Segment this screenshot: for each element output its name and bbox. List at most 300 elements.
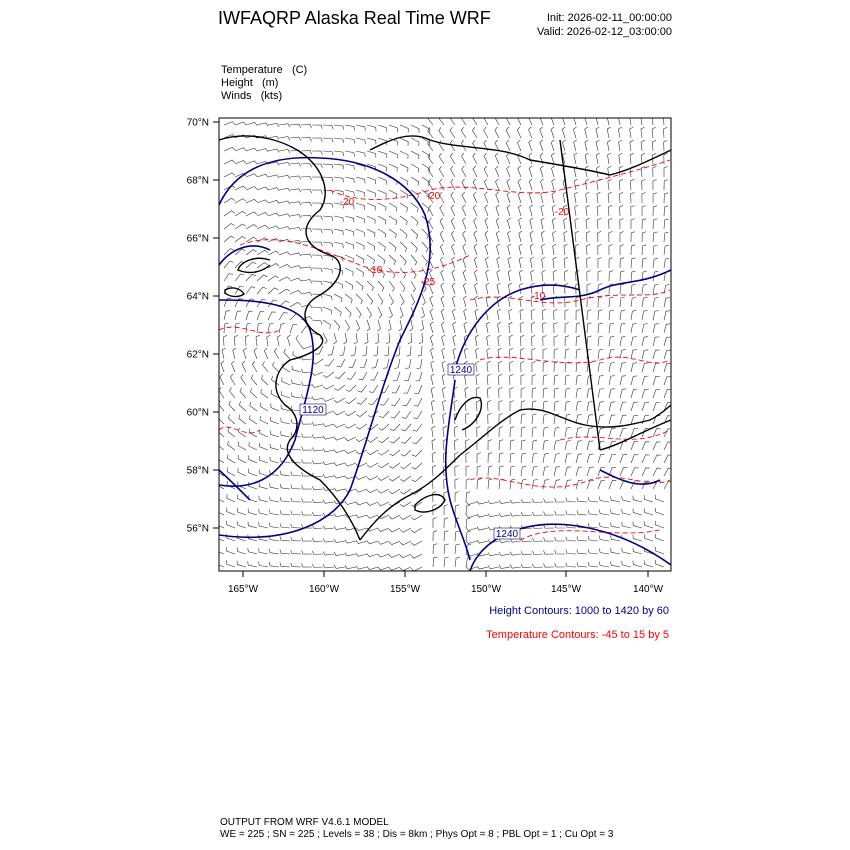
wind-barb <box>543 349 547 360</box>
wind-barb <box>379 437 390 443</box>
wind-barb <box>642 284 647 294</box>
wind-barb <box>224 173 235 177</box>
wind-barb <box>323 216 333 221</box>
wind-barb <box>565 362 570 372</box>
wind-barb <box>508 283 511 294</box>
wind-barb <box>389 541 400 545</box>
lat-label: 68°N <box>186 175 209 187</box>
wind-barb <box>620 455 627 463</box>
wind-barb <box>564 257 568 268</box>
lon-label: 160°W <box>308 584 340 595</box>
wind-barb <box>631 192 635 203</box>
wind-barb <box>565 441 571 451</box>
wind-barb <box>554 388 559 398</box>
wind-barb <box>260 443 268 450</box>
wind-barb <box>290 290 301 294</box>
wind-barb <box>378 476 389 481</box>
wind-barb <box>452 283 455 294</box>
wind-barb <box>267 335 271 346</box>
wind-barb <box>323 242 333 247</box>
wind-barb <box>598 481 605 490</box>
wind-barb <box>541 244 544 255</box>
wind-barb <box>441 270 444 281</box>
wind-barb <box>532 362 536 373</box>
wind-barb <box>292 366 301 372</box>
wind-barb <box>587 336 592 346</box>
wind-barb <box>641 114 645 125</box>
wind-barb <box>631 258 635 268</box>
wind-barb <box>541 192 544 203</box>
wind-barb <box>530 257 533 268</box>
wind-barb <box>642 350 648 359</box>
wind-barb <box>554 362 558 372</box>
wind-barb <box>254 348 257 359</box>
wind-barb <box>664 180 668 190</box>
wind-barb <box>620 376 626 385</box>
wind-barb <box>334 125 344 130</box>
wind-barb <box>462 179 466 190</box>
wind-barb <box>486 270 489 281</box>
wind-barb <box>599 510 609 515</box>
wind-barb <box>259 496 268 502</box>
wind-barb <box>280 549 290 554</box>
lat-label: 58°N <box>186 465 209 477</box>
wind-barb <box>596 140 599 151</box>
wind-barb <box>463 231 466 242</box>
wind-barb <box>367 437 378 442</box>
wind-barb <box>609 454 616 463</box>
wind-barb <box>302 511 313 515</box>
wind-barb <box>248 522 257 528</box>
wind-barb <box>598 402 604 411</box>
wind-barb <box>554 323 558 334</box>
wind-barb <box>587 323 591 333</box>
wind-barb <box>257 323 262 333</box>
wind-barb <box>411 541 422 545</box>
wind-barb <box>429 205 433 216</box>
wind-barb <box>597 205 601 216</box>
wind-barb <box>488 553 499 556</box>
wind-barb <box>473 153 477 164</box>
wind-barb <box>454 426 458 437</box>
wind-barb <box>411 242 417 252</box>
wind-barb <box>223 335 227 346</box>
wind-barb <box>273 362 280 372</box>
wind-barb <box>499 552 510 555</box>
wind-barb <box>379 424 389 430</box>
wind-barb <box>238 508 247 515</box>
wind-barb <box>552 192 555 203</box>
wind-barb <box>562 114 565 125</box>
wind-barb <box>422 294 425 305</box>
wind-barb <box>389 190 397 198</box>
wind-barb <box>565 401 570 411</box>
wind-barb <box>519 257 522 268</box>
wind-barb <box>378 450 389 455</box>
wind-barb <box>367 476 378 480</box>
wind-barb <box>323 229 333 234</box>
wind-barb <box>389 515 400 519</box>
wind-barb <box>472 114 477 125</box>
wind-barb <box>630 179 634 190</box>
wind-barb <box>611 509 621 515</box>
wind-barb <box>508 270 511 281</box>
wind-barb <box>507 166 510 177</box>
wind-barb <box>356 242 364 250</box>
wind-barb <box>463 244 466 255</box>
wind-barb <box>566 511 576 515</box>
wind-barb <box>400 528 411 532</box>
wind-barb <box>257 225 268 229</box>
wind-barb <box>246 161 257 164</box>
temperature-contour-label: -20 <box>339 197 355 208</box>
wind-barb <box>312 190 322 194</box>
wind-barb <box>455 557 460 567</box>
wind-barb <box>356 281 363 290</box>
wind-barb <box>543 440 548 450</box>
wind-barb <box>642 337 648 346</box>
wind-barb <box>488 566 499 569</box>
wind-barb <box>630 153 634 164</box>
wind-barb <box>432 439 436 450</box>
wind-barb <box>454 439 458 450</box>
wind-barb <box>541 231 544 242</box>
wind-barb <box>607 127 610 138</box>
wind-barb <box>408 333 412 344</box>
variable-unit: (C) <box>291 64 308 76</box>
wind-barb <box>422 177 429 186</box>
wind-barb <box>367 489 378 493</box>
wind-barb <box>442 335 445 346</box>
wind-barb <box>399 320 402 331</box>
lat-label: 70°N <box>186 117 209 129</box>
wind-barb <box>484 127 488 138</box>
wind-barb <box>588 549 598 554</box>
wind-barb <box>520 322 524 333</box>
wind-barb <box>507 179 510 190</box>
wind-barb <box>510 500 521 504</box>
wind-barb <box>553 244 556 255</box>
wind-barb <box>488 479 493 489</box>
wind-barb <box>280 523 290 528</box>
wind-barb <box>340 346 345 356</box>
wind-barb <box>302 537 313 541</box>
wind-barb <box>633 535 642 541</box>
temperature-contours-note: Temperature Contours: -45 to 15 by 5 <box>486 629 669 641</box>
wind-barb <box>664 311 670 320</box>
wind-barb <box>334 411 345 415</box>
wind-barb <box>598 258 602 269</box>
wind-barb <box>439 153 444 164</box>
wind-barb <box>403 385 411 393</box>
wind-barb <box>565 296 569 307</box>
height-contours <box>219 158 671 571</box>
wind-barb <box>407 346 411 356</box>
wind-barb <box>378 294 383 305</box>
wind-barb <box>281 391 290 398</box>
wind-barb <box>279 214 290 217</box>
wind-barb <box>345 411 356 416</box>
wind-barb <box>608 179 612 190</box>
wind-barb <box>664 258 669 268</box>
wind-barb <box>216 520 224 528</box>
wind-barb <box>239 401 246 411</box>
wind-barb <box>442 374 445 385</box>
wind-barb <box>653 311 659 321</box>
wind-barb <box>418 346 422 356</box>
wind-barb <box>242 361 246 372</box>
wind-barb <box>246 274 256 281</box>
wind-barb <box>356 229 364 236</box>
wind-barb <box>334 398 345 403</box>
wind-barb <box>367 566 378 569</box>
wind-barb <box>430 335 433 346</box>
wind-barb <box>257 213 268 217</box>
wind-barb <box>380 398 389 405</box>
wind-barb <box>466 479 470 489</box>
wind-barb <box>301 138 312 142</box>
wind-barb <box>291 472 301 476</box>
wind-barb <box>216 547 224 554</box>
wind-barb <box>597 192 601 203</box>
wind-barb <box>484 114 489 125</box>
wind-barb <box>378 502 389 506</box>
wind-barb <box>290 202 301 206</box>
wind-barb <box>664 206 668 216</box>
wind-barb <box>400 138 408 146</box>
wind-barb <box>488 400 492 411</box>
latitude-axis <box>187 118 219 535</box>
wind-barb <box>498 335 502 346</box>
wind-barb <box>227 508 235 516</box>
wind-barb <box>224 274 233 281</box>
wind-barb <box>543 336 547 347</box>
wind-barb <box>554 375 558 385</box>
wind-barb <box>302 550 313 554</box>
wind-barb <box>312 397 323 400</box>
wind-barb <box>540 114 543 125</box>
wind-barb <box>290 189 301 193</box>
wind-barb <box>217 441 224 450</box>
wind-barb <box>499 500 510 503</box>
wind-barb <box>575 231 579 242</box>
wind-barb <box>521 375 525 386</box>
wind-barb <box>586 244 590 255</box>
wind-barb <box>543 427 548 437</box>
wind-barb <box>433 518 437 528</box>
wind-barb <box>573 127 576 138</box>
seward-peninsula <box>238 258 270 272</box>
wind-barb <box>598 362 603 372</box>
wind-barb <box>279 277 290 281</box>
wind-barb <box>378 463 389 468</box>
wind-barb <box>411 177 419 186</box>
wind-barb <box>334 462 345 465</box>
wind-barb <box>530 205 533 216</box>
wind-barb <box>368 411 378 417</box>
wind-barb <box>277 335 280 346</box>
longitude-axis <box>228 571 664 595</box>
wind-barb <box>585 153 588 164</box>
wind-barb <box>509 335 513 346</box>
wind-barb <box>389 528 400 532</box>
wind-barb <box>356 190 365 197</box>
wind-barb <box>400 151 408 159</box>
wind-barb <box>383 359 389 368</box>
wind-barb <box>510 466 515 476</box>
wind-barb <box>334 151 344 156</box>
wind-barb <box>337 359 345 367</box>
wind-barb <box>564 270 568 281</box>
wind-barb <box>312 138 322 142</box>
wind-barb <box>509 322 513 333</box>
wind-barb <box>488 453 492 463</box>
wind-barb <box>312 486 323 490</box>
wind-barb <box>596 127 599 138</box>
wind-barb <box>378 125 387 132</box>
wind-barb <box>653 166 657 177</box>
wind-barb <box>268 251 279 255</box>
wind-barb <box>608 192 612 203</box>
wind-barb <box>664 285 670 295</box>
wind-barb <box>430 322 433 333</box>
wind-barb <box>653 455 661 463</box>
wind-barb <box>345 307 351 317</box>
wind-barb <box>620 336 625 346</box>
wind-barb <box>325 359 334 366</box>
wind-barb <box>518 179 521 190</box>
wind-barb <box>441 309 444 320</box>
wind-barb <box>564 244 568 255</box>
wind-barb <box>301 346 312 349</box>
variable-name: Height <box>221 77 253 89</box>
wind-barb <box>356 540 367 543</box>
wind-barb <box>439 114 444 125</box>
wind-barb <box>284 349 290 359</box>
wind-barb <box>334 437 345 440</box>
wind-barb <box>400 229 407 239</box>
model-info: OUTPUT FROM WRF V4.6.1 MODEL <box>220 817 389 828</box>
wind-barb <box>356 268 364 277</box>
wind-barb <box>439 166 444 177</box>
wind-barb <box>356 515 367 518</box>
wind-barb <box>312 333 321 340</box>
wind-barb <box>312 538 323 542</box>
wind-barb <box>367 541 378 544</box>
wind-barb <box>389 203 397 211</box>
wind-barb <box>588 562 598 567</box>
wind-barb <box>551 153 554 164</box>
wind-barb <box>631 376 637 385</box>
wind-barb <box>279 175 290 178</box>
wind-barb <box>495 166 499 177</box>
wind-barb <box>367 294 373 305</box>
wind-barb <box>499 440 503 450</box>
wind-barb <box>249 455 257 463</box>
wind-barb <box>268 239 279 243</box>
wind-barb <box>576 388 581 398</box>
wind-barb <box>367 502 378 506</box>
wind-barb <box>334 526 345 529</box>
wind-barb <box>385 346 390 356</box>
wind-barb <box>290 302 301 307</box>
wind-barb <box>620 232 624 243</box>
wind-barb <box>642 402 649 411</box>
wind-barb <box>388 320 391 331</box>
wind-barb <box>565 310 569 321</box>
wind-barb <box>301 202 312 206</box>
wind-barb <box>301 190 312 194</box>
wind-barb <box>281 431 291 437</box>
wind-barb <box>506 114 510 125</box>
wind-barb <box>279 137 290 141</box>
wind-barb <box>517 114 521 125</box>
wind-barb <box>442 361 445 372</box>
wind-barb <box>257 149 268 152</box>
wind-barb <box>477 501 488 504</box>
wind-barb <box>246 187 257 191</box>
wind-barb <box>655 521 664 528</box>
wind-barb <box>521 440 526 450</box>
wind-barb <box>367 151 376 158</box>
wind-barb <box>249 469 257 476</box>
wind-barb <box>653 350 659 359</box>
wind-barb <box>631 455 638 463</box>
wind-barb <box>291 485 301 489</box>
wind-barb <box>334 229 343 235</box>
alaska-peninsula <box>360 455 460 540</box>
wind-barb <box>334 268 343 275</box>
wind-barb <box>521 499 532 503</box>
wind-barb <box>565 336 569 346</box>
wind-barb <box>466 527 477 530</box>
wind-barb <box>335 372 345 379</box>
wind-barb <box>312 422 323 426</box>
wind-barb <box>455 505 459 515</box>
wind-barb <box>642 219 646 229</box>
wind-barb <box>400 268 406 279</box>
wind-barb <box>400 554 411 558</box>
wind-barb <box>588 536 598 541</box>
wind-barb <box>402 411 411 418</box>
wind-barb <box>521 348 525 359</box>
wind-barb <box>619 179 623 190</box>
wind-barb <box>433 491 437 502</box>
wind-barb <box>620 389 626 398</box>
wind-barb <box>598 349 603 359</box>
wind-barb <box>463 283 466 294</box>
wind-barb <box>246 148 257 151</box>
wind-barb <box>543 375 547 385</box>
wind-barb <box>587 402 593 412</box>
wind-barb <box>532 479 538 489</box>
wind-barb <box>301 356 312 360</box>
wind-barb <box>664 193 668 203</box>
wind-barb <box>585 166 588 177</box>
wind-barb <box>631 232 635 242</box>
wind-barb <box>664 363 671 372</box>
lat-label: 56°N <box>186 523 209 535</box>
wind-barb <box>520 309 524 320</box>
wind-barb <box>532 512 543 516</box>
wind-barb <box>227 521 235 528</box>
temperature-contour <box>470 477 670 487</box>
wind-barb <box>532 414 537 424</box>
wind-barb <box>290 227 301 230</box>
wind-barb <box>529 153 532 164</box>
wind-barb <box>259 456 268 463</box>
wind-barb <box>386 333 390 344</box>
